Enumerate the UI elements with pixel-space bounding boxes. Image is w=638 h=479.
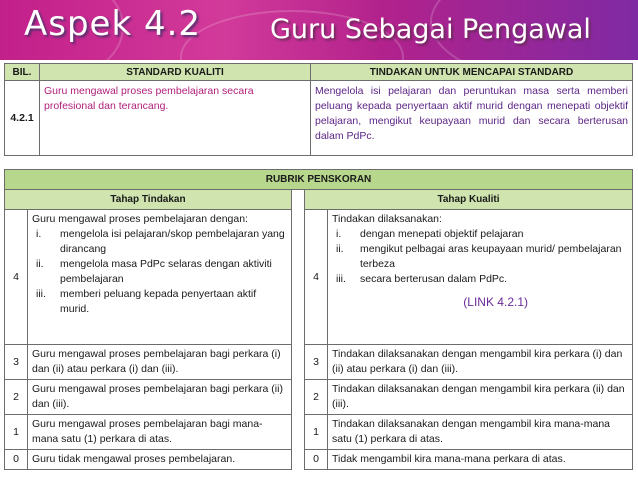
score-2-left: 2 — [5, 380, 28, 415]
table-row — [5, 380, 633, 415]
level4-right-list — [332, 227, 628, 287]
rubric-table — [4, 169, 633, 470]
list-item: i. dengan menepati objektif pelajaran — [336, 228, 524, 240]
score-3-left: 3 — [5, 345, 28, 380]
table-row — [5, 345, 633, 380]
header-bil: BIL. — [5, 64, 40, 81]
score-0-right: 0 — [305, 450, 328, 470]
row1-left: Guru mengawal proses pembelajaran bagi mana-mana satu (1) perkara di atas. — [28, 415, 292, 450]
level4-left-intro: Guru mengawal proses pembelajaran dengan: — [32, 213, 248, 225]
header-tindakan: TINDAKAN UNTUK MENCAPAI STANDARD — [311, 64, 633, 81]
row2-left: Guru mengawal proses pembelajaran bagi perkara (ii) dan (iii). — [28, 380, 292, 415]
list-item: ii. mengikut pelbagai aras keupayaan murid/ pembelajaran terbeza — [336, 243, 622, 270]
standard-text-part1: Guru mengawal proses pembelajaran secara — [44, 85, 254, 97]
score-4-right: 4 — [305, 210, 328, 345]
list-item: ii. mengelola masa PdPc selaras dengan aktiviti pembelajaran — [36, 258, 272, 285]
row0-right: Tidak mengambil kira mana-mana perkara di atas. — [328, 450, 633, 470]
row3-left: Guru mengawal proses pembelajaran bagi perkara (i) dan (ii) atau perkara (i) dan (iii). — [28, 345, 292, 380]
score-1-right: 1 — [305, 415, 328, 450]
table-row — [5, 415, 633, 450]
standard-text — [40, 81, 311, 156]
rubric-title: RUBRIK PENSKORAN — [5, 170, 633, 190]
score-3-right: 3 — [305, 345, 328, 380]
aspect-title: Aspek 4.2 — [24, 4, 202, 44]
row3-right: Tindakan dilaksanakan dengan mengambil kira perkara (i) dan (ii) atau perkara (i) dan (iii). — [328, 345, 633, 380]
score-1-left: 1 — [5, 415, 28, 450]
list-item: iii. secara berterusan dalam PdPc. — [336, 273, 508, 285]
standard-table — [4, 63, 633, 156]
evidence-link[interactable]: (LINK 4.2.1) — [463, 295, 528, 309]
score-2-right: 2 — [305, 380, 328, 415]
standard-text-part2: profesional dan terancang. — [44, 100, 169, 112]
column-gap — [292, 450, 305, 470]
tindakan-text: Mengelola isi pelajaran dan peruntukan masa serta memberi peluang kepada penyertaan aktif murid dengan menepati objektif pelajaran, mengikut keupayaan murid dan secara berterusan dalam PdPc. — [311, 81, 633, 156]
header-standard: STANDARD KUALITI — [40, 64, 311, 81]
level4-right-intro: Tindakan dilaksanakan: — [332, 213, 442, 225]
row2-right: Tindakan dilaksanakan dengan mengambil kira perkara (ii) dan (iii). — [328, 380, 633, 415]
column-gap — [292, 210, 305, 345]
column-gap — [292, 415, 305, 450]
level4-left-cell — [28, 210, 292, 345]
column-gap — [292, 190, 305, 210]
aspect-subtitle: Guru Sebagai Pengawal — [270, 14, 591, 45]
score-4-left: 4 — [5, 210, 28, 345]
rubric-col-left: Tahap Tindakan — [5, 190, 292, 210]
level4-right-cell — [328, 210, 633, 345]
row1-right: Tindakan dilaksanakan dengan mengambil kira mana-mana satu (1) perkara di atas. — [328, 415, 633, 450]
column-gap — [292, 380, 305, 415]
rubric-col-right: Tahap Kualiti — [305, 190, 633, 210]
level4-left-list — [32, 227, 287, 317]
list-item: iii. memberi peluang kepada penyertaan aktif murid. — [36, 288, 257, 315]
score-0-left: 0 — [5, 450, 28, 470]
row0-left: Guru tidak mengawal proses pembelajaran. — [28, 450, 292, 470]
bil-value: 4.2.1 — [5, 81, 40, 156]
list-item: i. mengelola isi pelajaran/skop pembelajaran yang dirancang — [36, 228, 285, 255]
title-banner — [0, 0, 638, 60]
column-gap — [292, 345, 305, 380]
table-row — [5, 450, 633, 470]
